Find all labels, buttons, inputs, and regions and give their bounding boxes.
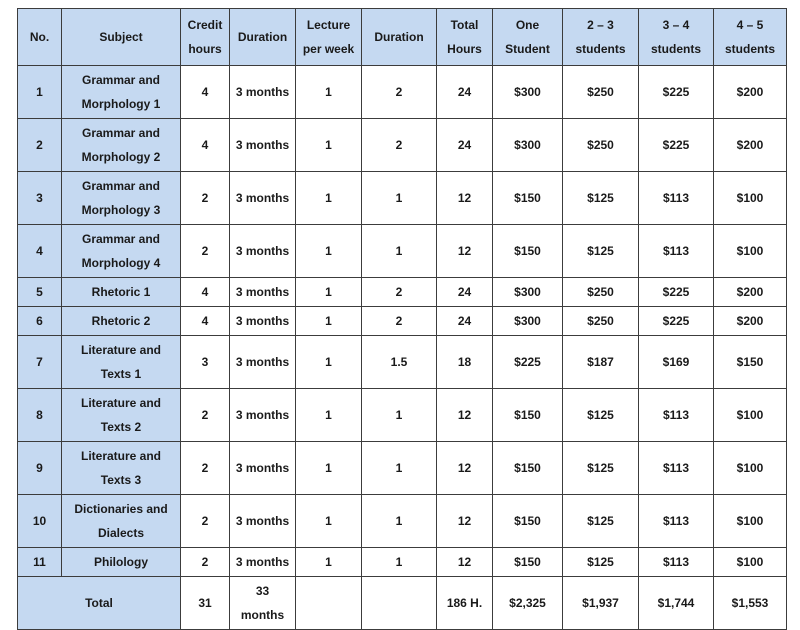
lecture-duration-cell: 1 [362,389,437,442]
row-number: 4 [18,225,62,278]
row-number: 10 [18,495,62,548]
total-label: Total [18,577,181,630]
subject-cell: Literature and Texts 1 [62,336,181,389]
lecture-duration-cell: 1 [362,548,437,577]
row-number: 1 [18,66,62,119]
total-hours-cell: 12 [437,172,493,225]
header-subject: Subject [62,9,181,66]
duration-cell: 3 months [230,307,296,336]
price-one-cell: $150 [493,442,563,495]
lecture-cell: 1 [296,307,362,336]
table-row [18,66,787,119]
price-2-3-cell: $125 [563,442,639,495]
price-2-3-cell: $125 [563,495,639,548]
price-3-4-cell: $113 [639,495,714,548]
price-2-3-cell: $125 [563,389,639,442]
credit-cell: 2 [181,495,230,548]
price-one-cell: $300 [493,307,563,336]
total-hours-sum-cell: 186 H. [437,577,493,630]
price-4-5-cell: $100 [714,548,787,577]
price-one-cell: $300 [493,66,563,119]
price-3-4-cell: $113 [639,548,714,577]
lecture-duration-cell: 2 [362,307,437,336]
duration-cell: 3 months [230,278,296,307]
price-3-4-cell: $113 [639,389,714,442]
duration-cell: 3 months [230,119,296,172]
price-one-cell: $150 [493,389,563,442]
price-3-4-cell: $225 [639,307,714,336]
credit-cell: 2 [181,442,230,495]
price-2-3-cell: $250 [563,278,639,307]
total-hours-cell: 24 [437,66,493,119]
table-row [18,307,787,336]
subject-cell: Philology [62,548,181,577]
subject-cell: Grammar and Morphology 4 [62,225,181,278]
price-2-3-cell: $125 [563,225,639,278]
total-hours-cell: 12 [437,548,493,577]
total-lecture-cell [296,577,362,630]
total-lecture-duration-cell [362,577,437,630]
price-4-5-cell: $200 [714,119,787,172]
price-3-4-cell: $225 [639,278,714,307]
price-3-4-cell: $225 [639,66,714,119]
price-3-4-cell: $113 [639,172,714,225]
price-4-5-cell: $100 [714,172,787,225]
total-price-4-5-cell: $1,553 [714,577,787,630]
credit-cell: 3 [181,336,230,389]
subject-cell: Grammar and Morphology 3 [62,172,181,225]
header-lecture-per-week: Lecture per week [296,9,362,66]
price-3-4-cell: $113 [639,225,714,278]
row-number: 6 [18,307,62,336]
credit-cell: 2 [181,225,230,278]
credit-cell: 2 [181,172,230,225]
header-2-3-students: 2 – 3 students [563,9,639,66]
total-hours-cell: 24 [437,278,493,307]
price-4-5-cell: $150 [714,336,787,389]
row-number: 11 [18,548,62,577]
credit-cell: 2 [181,389,230,442]
table-row [18,225,787,278]
duration-cell: 3 months [230,336,296,389]
price-4-5-cell: $200 [714,278,787,307]
duration-cell: 3 months [230,225,296,278]
header-no: No. [18,9,62,66]
subject-cell: Rhetoric 1 [62,278,181,307]
price-one-cell: $150 [493,172,563,225]
total-hours-cell: 12 [437,442,493,495]
lecture-cell: 1 [296,172,362,225]
header-duration: Duration [230,9,296,66]
price-2-3-cell: $187 [563,336,639,389]
lecture-cell: 1 [296,278,362,307]
table-row [18,172,787,225]
lecture-cell: 1 [296,119,362,172]
total-credit-cell: 31 [181,577,230,630]
table-row [18,442,787,495]
duration-cell: 3 months [230,442,296,495]
price-one-cell: $150 [493,225,563,278]
credit-cell: 4 [181,278,230,307]
row-number: 3 [18,172,62,225]
duration-cell: 3 months [230,172,296,225]
total-hours-cell: 18 [437,336,493,389]
duration-cell: 3 months [230,495,296,548]
header-4-5-students: 4 – 5 students [714,9,787,66]
subject-cell: Grammar and Morphology 2 [62,119,181,172]
course-pricing-table [17,8,787,630]
total-hours-cell: 12 [437,225,493,278]
table-row [18,548,787,577]
header-lecture-duration: Duration [362,9,437,66]
lecture-duration-cell: 2 [362,66,437,119]
credit-cell: 4 [181,119,230,172]
price-4-5-cell: $100 [714,389,787,442]
total-price-3-4-cell: $1,744 [639,577,714,630]
price-one-cell: $150 [493,495,563,548]
price-4-5-cell: $100 [714,495,787,548]
credit-cell: 4 [181,307,230,336]
duration-cell: 3 months [230,389,296,442]
lecture-cell: 1 [296,389,362,442]
price-4-5-cell: $200 [714,307,787,336]
price-3-4-cell: $113 [639,442,714,495]
price-2-3-cell: $250 [563,119,639,172]
subject-cell: Rhetoric 2 [62,307,181,336]
credit-cell: 4 [181,66,230,119]
duration-cell: 3 months [230,548,296,577]
price-2-3-cell: $125 [563,548,639,577]
lecture-duration-cell: 1 [362,225,437,278]
total-hours-cell: 24 [437,119,493,172]
subject-cell: Literature and Texts 2 [62,389,181,442]
lecture-cell: 1 [296,495,362,548]
price-one-cell: $225 [493,336,563,389]
header-credit-hours: Credit hours [181,9,230,66]
price-3-4-cell: $169 [639,336,714,389]
header-total-hours: Total Hours [437,9,493,66]
price-4-5-cell: $100 [714,442,787,495]
price-2-3-cell: $250 [563,307,639,336]
header-row [18,9,787,66]
lecture-duration-cell: 1 [362,172,437,225]
price-3-4-cell: $225 [639,119,714,172]
row-number: 5 [18,278,62,307]
subject-cell: Dictionaries and Dialects [62,495,181,548]
lecture-duration-cell: 2 [362,119,437,172]
price-one-cell: $150 [493,548,563,577]
row-number: 8 [18,389,62,442]
subject-cell: Grammar and Morphology 1 [62,66,181,119]
table-row [18,389,787,442]
price-4-5-cell: $200 [714,66,787,119]
price-4-5-cell: $100 [714,225,787,278]
lecture-cell: 1 [296,225,362,278]
total-hours-cell: 12 [437,389,493,442]
total-price-one-cell: $2,325 [493,577,563,630]
header-one-student: One Student [493,9,563,66]
lecture-cell: 1 [296,66,362,119]
table-row [18,495,787,548]
lecture-cell: 1 [296,336,362,389]
total-hours-cell: 24 [437,307,493,336]
price-one-cell: $300 [493,119,563,172]
price-2-3-cell: $250 [563,66,639,119]
duration-cell: 3 months [230,66,296,119]
total-hours-cell: 12 [437,495,493,548]
price-one-cell: $300 [493,278,563,307]
lecture-duration-cell: 1 [362,442,437,495]
total-row [18,577,787,630]
table-row [18,119,787,172]
row-number: 7 [18,336,62,389]
lecture-duration-cell: 2 [362,278,437,307]
lecture-cell: 1 [296,548,362,577]
lecture-duration-cell: 1.5 [362,336,437,389]
table-row [18,336,787,389]
credit-cell: 2 [181,548,230,577]
table-row [18,278,787,307]
total-price-2-3-cell: $1,937 [563,577,639,630]
subject-cell: Literature and Texts 3 [62,442,181,495]
total-duration-cell: 33 months [230,577,296,630]
lecture-duration-cell: 1 [362,495,437,548]
row-number: 2 [18,119,62,172]
price-2-3-cell: $125 [563,172,639,225]
row-number: 9 [18,442,62,495]
header-3-4-students: 3 – 4 students [639,9,714,66]
lecture-cell: 1 [296,442,362,495]
